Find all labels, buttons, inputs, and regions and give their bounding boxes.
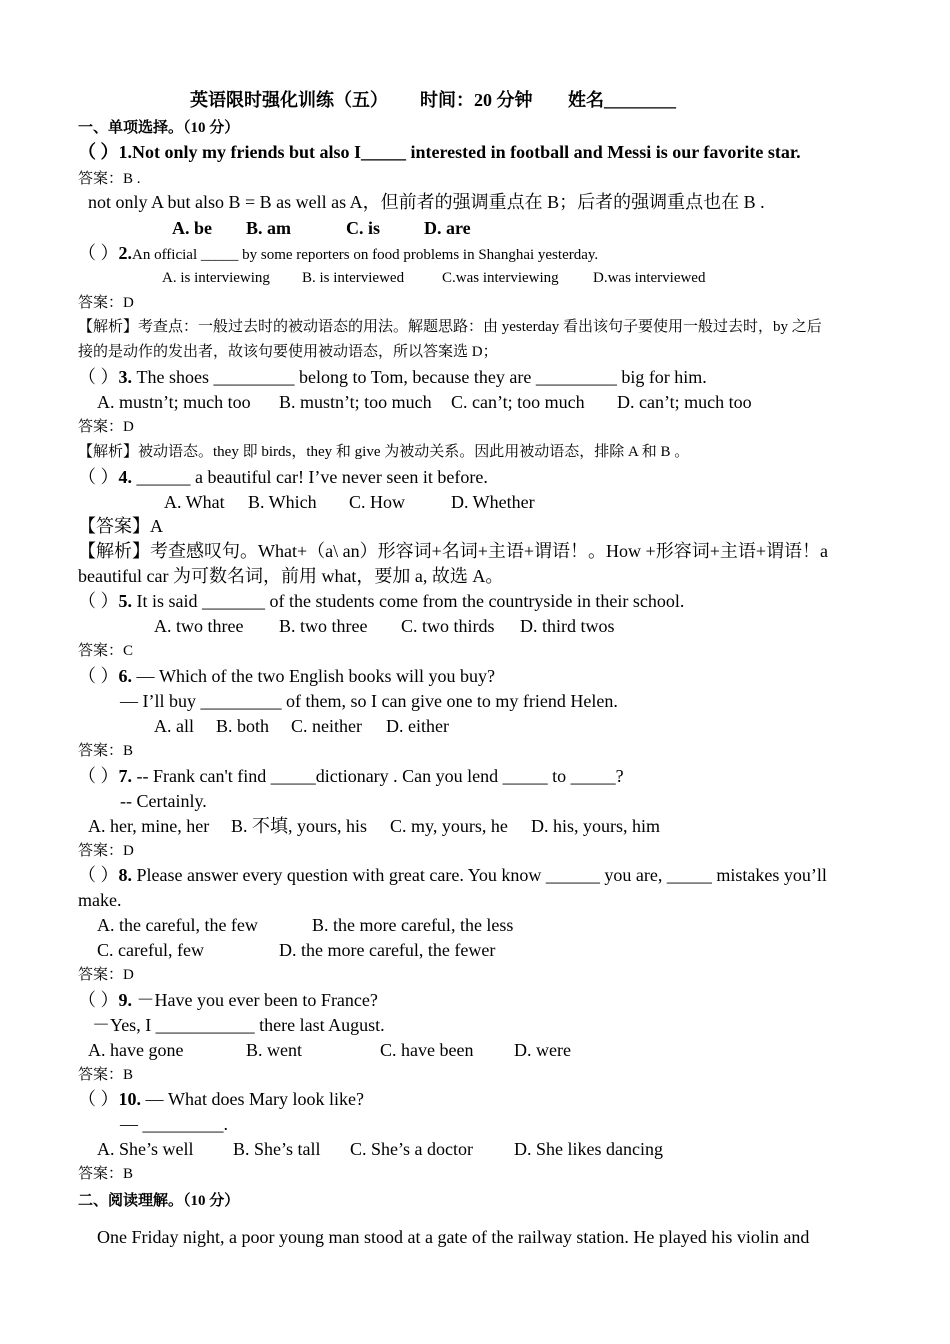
- question-3-analysis: 【解析】被动语态。they 即 birds，they 和 give 为被动关系。因此用被动语态，排除 A 和 B 。: [78, 444, 690, 460]
- question-4-answer: 【答案】A: [78, 516, 163, 536]
- question-2-answer: 答案：D: [78, 295, 134, 311]
- question-9-stem: （ ）9. －Have you ever been to France?: [78, 990, 378, 1010]
- question-4-analysis-2: beautiful car 为可数名词，前用 what，要加 a, 故选 A。: [78, 566, 504, 586]
- question-6-option-c: C. neither: [291, 716, 362, 736]
- question-6-answer: 答案：B: [78, 743, 134, 759]
- question-6-stem: （ ）6. — Which of the two English books will you buy?: [78, 666, 495, 686]
- question-1-note: not only A but also B = B as well as A，但前者的强调重点在 B；后者的强调重点也在 B .: [88, 192, 765, 212]
- question-6-option-a: A. all: [154, 716, 194, 736]
- question-9-option-d: D. were: [514, 1040, 571, 1060]
- question-9-option-b: B. went: [246, 1040, 302, 1060]
- question-3-option-b: B. mustn’t; too much: [279, 392, 432, 412]
- reading-passage-start: One Friday night, a poor young man stood at a gate of the railway station. He played his violin and: [97, 1227, 810, 1247]
- question-7-option-d: D. his, yours, him: [531, 816, 661, 836]
- question-4-stem: （ ）4. ______ a beautiful car! I’ve never seen it before.: [78, 467, 488, 487]
- question-5-answer: 答案：C: [78, 643, 134, 659]
- question-2-option-c: C.was interviewing: [442, 270, 559, 286]
- question-5-stem: （ ）5. It is said _______ of the students come from the countryside in their school.: [78, 591, 685, 611]
- question-7-stem: （ ）7. -- Frank can't find _____dictionary . Can you lend _____ to _____?: [78, 766, 624, 786]
- question-3-option-c: C. can’t; too much: [451, 392, 585, 412]
- question-10-stem-2: — _________.: [120, 1114, 228, 1134]
- question-1-option-b: B. am: [246, 218, 291, 238]
- question-9-option-c: C. have been: [380, 1040, 474, 1060]
- time-limit: 时间：20 分钟: [420, 90, 533, 110]
- question-1-answer: 答案：B .: [78, 171, 141, 187]
- question-4-analysis-1: 【解析】考查感叹句。What+（a\ an）形容词+名词+主语+谓语！。How +形容词+主语+谓语！a: [78, 541, 829, 561]
- question-10-option-c: C. She’s a doctor: [350, 1139, 473, 1159]
- question-1-option-a: A. be: [172, 218, 212, 238]
- question-8-stem-2: make.: [78, 890, 122, 910]
- question-5-option-d: D. third twos: [520, 616, 615, 636]
- question-3-answer: 答案：D: [78, 419, 134, 435]
- question-2-analysis-1: 【解析】考查点：一般过去时的被动语态的用法。解题思路：由 yesterday 看出该句子要使用一般过去时，by 之后: [78, 319, 822, 335]
- question-1-option-c: C. is: [346, 218, 381, 238]
- question-8-answer: 答案：D: [78, 967, 134, 983]
- question-9-answer: 答案：B: [78, 1067, 134, 1083]
- question-8-option-a: A. the careful, the few: [97, 915, 258, 935]
- question-8-option-c: C. careful, few: [97, 940, 204, 960]
- question-10-option-d: D. She likes dancing: [514, 1139, 663, 1159]
- name-field: 姓名________: [568, 90, 676, 110]
- worksheet-title: 英语限时强化训练（五）: [190, 90, 388, 110]
- question-7-stem-2: -- Certainly.: [120, 791, 207, 811]
- question-10-option-a: A. She’s well: [97, 1139, 194, 1159]
- question-9-option-a: A. have gone: [88, 1040, 184, 1060]
- question-2-analysis-2: 接的是动作的发出者，故该句要使用被动语态，所以答案选 D；: [78, 344, 498, 360]
- question-8-option-b: B. the more careful, the less: [312, 915, 514, 935]
- question-6-option-d: D. either: [386, 716, 449, 736]
- question-4-option-a: A. What: [164, 492, 225, 512]
- question-6-option-b: B. both: [216, 716, 270, 736]
- question-1-option-d: D. are: [424, 218, 471, 238]
- question-7-answer: 答案：D: [78, 843, 134, 859]
- question-10-answer: 答案：B: [78, 1166, 134, 1182]
- question-5-option-a: A. two three: [154, 616, 244, 636]
- question-4-option-b: B. Which: [248, 492, 317, 512]
- question-1-stem: （ ）1.Not only my friends but also I_____ interested in football and Messi is our favorite star.: [78, 142, 801, 162]
- question-6-stem-2: — I’ll buy _________ of them, so I can give one to my friend Helen.: [120, 691, 618, 711]
- question-7-option-c: C. my, yours, he: [390, 816, 508, 836]
- question-3-stem: （ ）3. The shoes _________ belong to Tom, because they are _________ big for him.: [78, 367, 707, 387]
- question-2-option-a: A. is interviewing: [162, 270, 270, 286]
- question-3-option-a: A. mustn’t; much too: [97, 392, 251, 412]
- question-2-stem: （ ）2.An official _____ by some reporters on food problems in Shanghai yesterday.: [78, 243, 599, 263]
- question-4-option-c: C. How: [349, 492, 406, 512]
- section2-heading: 二、阅读理解。（10 分）: [78, 1193, 240, 1209]
- question-3-option-d: D. can’t; much too: [617, 392, 752, 412]
- question-5-option-c: C. two thirds: [401, 616, 495, 636]
- question-7-option-a: A. her, mine, her: [88, 816, 210, 836]
- question-8-option-d: D. the more careful, the fewer: [279, 940, 496, 960]
- question-8-stem: （ ）8. Please answer every question with great care. You know ______ you are, _____ mistakes you’ll: [78, 865, 827, 885]
- section1-heading: 一、单项选择。（10 分）: [78, 120, 240, 136]
- question-4-option-d: D. Whether: [451, 492, 535, 512]
- question-2-option-d: D.was interviewed: [593, 270, 706, 286]
- question-7-option-b: B. 不填, yours, his: [231, 816, 368, 836]
- question-9-stem-2: －Yes, I ___________ there last August.: [92, 1015, 385, 1035]
- question-10-option-b: B. She’s tall: [233, 1139, 321, 1159]
- question-5-option-b: B. two three: [279, 616, 368, 636]
- question-2-option-b: B. is interviewed: [302, 270, 405, 286]
- question-10-stem: （ ）10. — What does Mary look like?: [78, 1089, 364, 1109]
